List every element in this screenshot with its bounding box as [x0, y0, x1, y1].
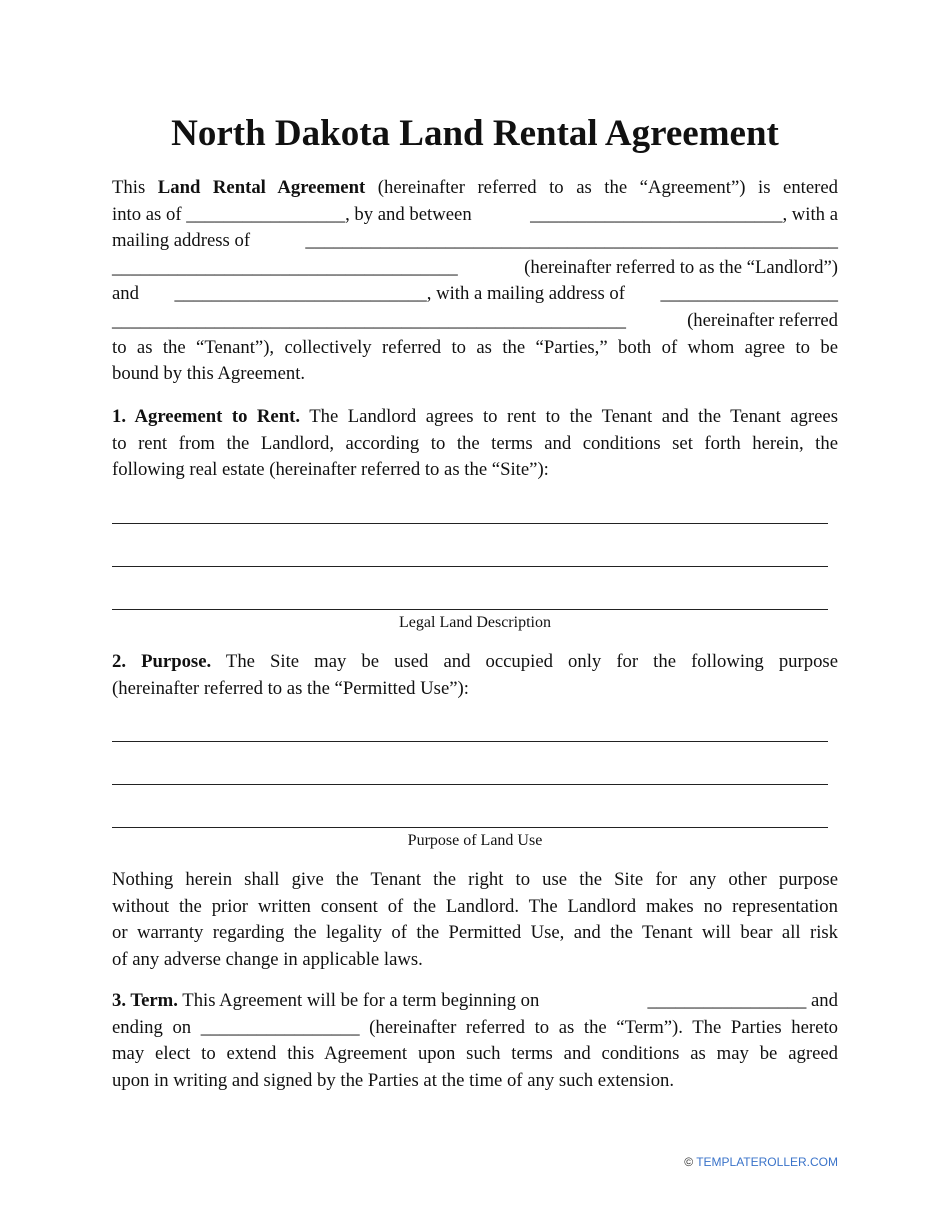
tenant-address-blank-2[interactable]: _______________________________________________________: [112, 309, 626, 331]
section-line: to rent from the Landlord, according to the terms and conditions set forth herein, the: [112, 432, 838, 454]
effective-date-blank[interactable]: into as of _________________, by and between: [112, 203, 472, 225]
paragraph-line: without the prior written consent of the Landlord. The Landlord makes no representation: [112, 895, 838, 917]
intro-line: and ___________________________, with a mailing address of ___________________: [112, 281, 838, 308]
section-line: 2. Purpose. The Site may be used and occupied only for the following purpose: [112, 651, 838, 672]
intro-line: mailing address of _________________________________________________________: [112, 228, 838, 255]
land-description-line[interactable]: [112, 566, 828, 567]
landlord-address-blank-2[interactable]: _____________________________________: [112, 256, 458, 278]
land-description-line[interactable]: [112, 609, 828, 610]
intro-line: _______________________________________________________ (hereinafter referred: [112, 308, 838, 335]
agreement-name: Land Rental Agreement: [157, 177, 366, 198]
section-line: following real estate (hereinafter referred to as the “Site”):: [112, 459, 549, 481]
intro-line: _____________________________________ (hereinafter referred to as the “Landlord”): [112, 255, 838, 282]
permitted-use-paragraph: [112, 867, 838, 973]
tenant-address-blank[interactable]: ___________________: [660, 283, 838, 305]
landlord-name-blank[interactable]: ___________________________, with a: [530, 203, 838, 225]
section-line: may elect to extend this Agreement upon such terms and conditions as may be agreed: [112, 1043, 838, 1065]
section-line: upon in writing and signed by the Parties at the time of any such extension.: [112, 1069, 675, 1091]
section-heading: 1. Agreement to Rent.: [112, 406, 301, 427]
land-use-line[interactable]: [112, 741, 828, 742]
tenant-name-blank[interactable]: ___________________________, with a mailing address of: [174, 283, 625, 305]
section-term: [112, 988, 838, 1094]
purpose-of-land-use-caption: Purpose of Land Use: [407, 832, 543, 849]
paragraph-line: Nothing herein shall give the Tenant the right to use the Site for any other purpose: [112, 869, 838, 890]
section-line: (hereinafter referred to as the “Permitted Use”):: [112, 677, 469, 699]
footer-credit: [684, 1155, 838, 1169]
paragraph-line: of any adverse change in applicable laws.: [112, 948, 423, 970]
section-heading: 2. Purpose.: [112, 651, 212, 672]
section-agreement-to-rent: [112, 404, 838, 484]
copyright-symbol: ©: [684, 1155, 694, 1169]
land-use-line[interactable]: [112, 784, 828, 785]
section-line: 3. Term. This Agreement will be for a term beginning on _________________ and: [112, 988, 838, 1015]
section-purpose: [112, 649, 838, 702]
legal-land-description-caption: Legal Land Description: [399, 614, 551, 631]
intro-line: bound by this Agreement.: [112, 363, 306, 385]
section-line: 1. Agreement to Rent. The Landlord agrees to rent to the Tenant and the Tenant agrees: [112, 406, 838, 427]
templateroller-link[interactable]: TEMPLATEROLLER.COM: [696, 1155, 838, 1169]
paragraph-line: or warranty regarding the legality of the Permitted Use, and the Tenant will bear all risk: [112, 922, 838, 944]
term-start-blank[interactable]: _________________ and: [647, 990, 838, 1011]
intro-line: [112, 202, 838, 229]
intro-line: to as the “Tenant”), collectively referred to as the “Parties,” both of whom agree to be: [112, 336, 838, 358]
term-end-line: ending on _________________ (hereinafter referred to as the “Term”). The Parties hereto: [112, 1016, 838, 1038]
land-use-line[interactable]: [112, 827, 828, 828]
intro-line: This Land Rental Agreement (hereinafter referred to as the “Agreement”) is entered: [112, 177, 839, 198]
landlord-address-blank[interactable]: _________________________________________________________: [305, 230, 838, 252]
intro-paragraph: [112, 175, 838, 388]
section-heading: 3. Term.: [112, 990, 178, 1011]
document-title: North Dakota Land Rental Agreement: [171, 113, 779, 154]
land-description-line[interactable]: [112, 523, 828, 524]
